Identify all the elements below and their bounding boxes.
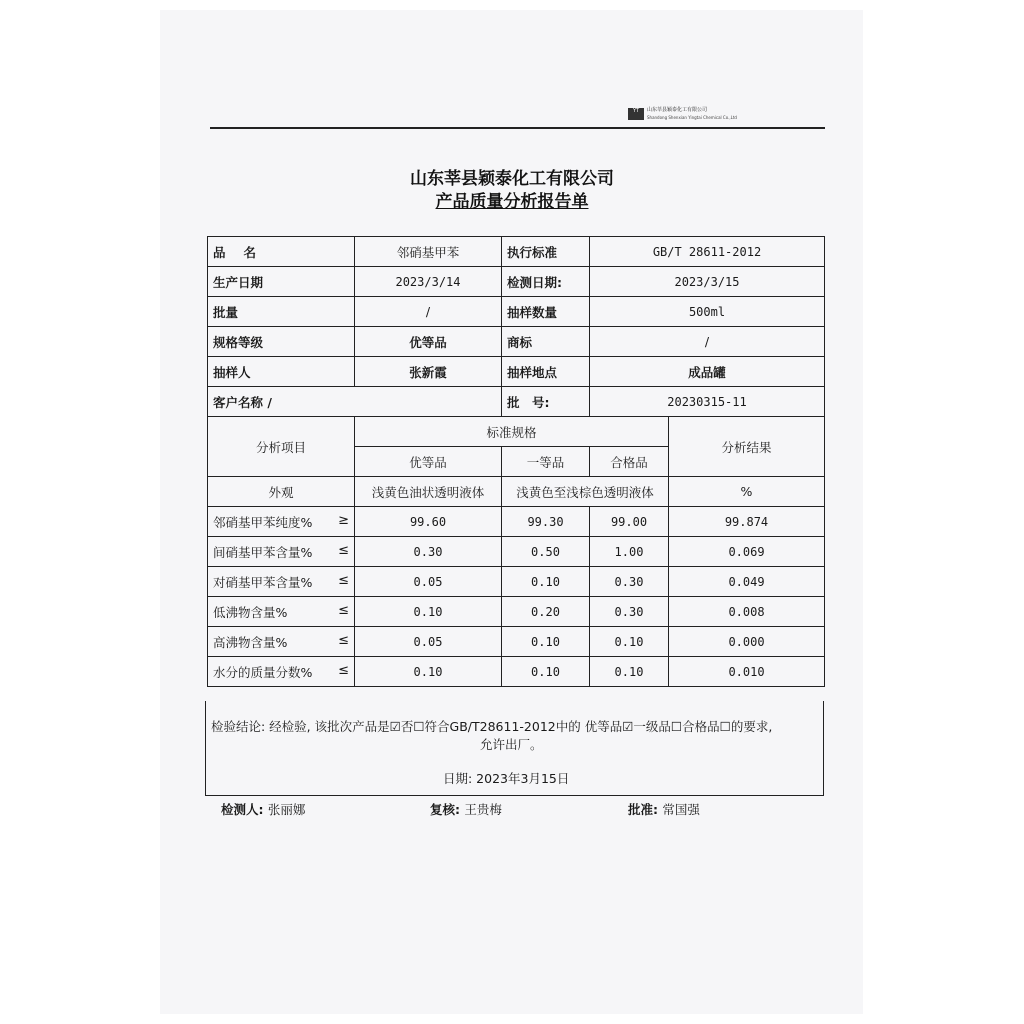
lot-value: 20230315-11 <box>590 387 825 417</box>
spec-qualified: 0.30 <box>590 597 669 627</box>
spec-item: 间硝基甲苯含量% ≤ <box>208 537 355 567</box>
spec-result: 0.000 <box>669 627 825 657</box>
spec-row <box>208 597 825 627</box>
product-value: 邻硝基甲苯 <box>355 237 502 267</box>
info-row <box>208 237 825 267</box>
spec-result: 0.049 <box>669 567 825 597</box>
test-date-value: 2023/3/15 <box>590 267 825 297</box>
batch-label: 批量 <box>208 297 355 327</box>
spec-item: 对硝基甲苯含量% ≤ <box>208 567 355 597</box>
conclusion-text: 检验结论: 经检验, 该批次产品是☑否☐符合GB/T28611-2012中的 优等品☑一级品☐合格品☐的要求, <box>211 719 773 734</box>
spec-result: 0.008 <box>669 597 825 627</box>
spec-header-row <box>208 417 825 447</box>
superior-header: 优等品 <box>355 447 502 477</box>
sample-place-value: 成品罐 <box>590 357 825 387</box>
spec-first: 0.50 <box>502 537 590 567</box>
spec-item: 低沸物含量% ≤ <box>208 597 355 627</box>
approver-signature: 批准: 常国强 <box>628 802 700 817</box>
spec-row <box>208 657 825 687</box>
std-header: 标准规格 <box>355 417 669 447</box>
product-label: 品名 <box>208 237 355 267</box>
spec-row <box>208 567 825 597</box>
logo-name-cn: 山东莘县颖泰化工有限公司 <box>647 107 708 113</box>
tester-signature: 检测人: 张丽娜 <box>221 802 306 817</box>
info-row <box>208 357 825 387</box>
spec-superior: 0.10 <box>355 597 502 627</box>
spec-item: 高沸物含量% ≤ <box>208 627 355 657</box>
info-row <box>208 327 825 357</box>
prod-date-label: 生产日期 <box>208 267 355 297</box>
appearance-row <box>208 477 825 507</box>
spec-superior: 0.30 <box>355 537 502 567</box>
report-table <box>207 236 825 687</box>
info-row <box>208 267 825 297</box>
spec-item: 邻硝基甲苯纯度% ≥ <box>208 507 355 537</box>
spec-superior: 99.60 <box>355 507 502 537</box>
reviewer-signature: 复核: 王贵梅 <box>430 802 502 817</box>
conclusion-date: 日期: 2023年3月15日 <box>443 771 570 786</box>
spec-result: % <box>669 477 825 507</box>
spec-item: 水分的质量分数% ≤ <box>208 657 355 687</box>
spec-row <box>208 537 825 567</box>
result-header: 分析结果 <box>669 417 825 477</box>
item-header: 分析项目 <box>208 417 355 477</box>
spec-qualified: 99.00 <box>590 507 669 537</box>
sampler-value: 张新霞 <box>355 357 502 387</box>
sample-place-label: 抽样地点 <box>502 357 590 387</box>
spec-superior: 0.05 <box>355 567 502 597</box>
spec-row <box>208 627 825 657</box>
grade-label: 规格等级 <box>208 327 355 357</box>
spec-superior: 0.10 <box>355 657 502 687</box>
grade-value: 优等品 <box>355 327 502 357</box>
spec-first: 浅黄色至浅棕色透明液体 <box>502 477 669 507</box>
spec-result: 0.069 <box>669 537 825 567</box>
spec-first: 0.10 <box>502 627 590 657</box>
brand-label: 商标 <box>502 327 590 357</box>
header-rule <box>210 127 825 129</box>
prod-date-value: 2023/3/14 <box>355 267 502 297</box>
spec-superior: 0.05 <box>355 627 502 657</box>
sample-qty-value: 500ml <box>590 297 825 327</box>
spec-qualified: 1.00 <box>590 537 669 567</box>
customer-label: 客户名称 / <box>208 387 502 417</box>
batch-value: / <box>355 297 502 327</box>
spec-first: 0.20 <box>502 597 590 627</box>
sampler-label: 抽样人 <box>208 357 355 387</box>
logo-mark: YT <box>628 108 644 120</box>
test-date-label: 检测日期: <box>502 267 590 297</box>
spec-qualified: 0.10 <box>590 657 669 687</box>
company-logo <box>628 107 737 121</box>
company-title: 山东莘县颖泰化工有限公司 <box>410 169 614 189</box>
qualified-header: 合格品 <box>590 447 669 477</box>
sample-qty-label: 抽样数量 <box>502 297 590 327</box>
brand-value: / <box>590 327 825 357</box>
report-title: 产品质量分析报告单 <box>435 192 589 212</box>
spec-item: 外观 <box>208 477 355 507</box>
standard-value: GB/T 28611-2012 <box>590 237 825 267</box>
first-header: 一等品 <box>502 447 590 477</box>
standard-label: 执行标准 <box>502 237 590 267</box>
info-row <box>208 387 825 417</box>
info-row <box>208 297 825 327</box>
spec-first: 0.10 <box>502 567 590 597</box>
spec-row <box>208 507 825 537</box>
conclusion-box <box>205 701 824 796</box>
conclusion-release: 允许出厂。 <box>480 737 543 752</box>
spec-superior: 浅黄色油状透明液体 <box>355 477 502 507</box>
logo-name-en: Shandong Shenxian Yingtai Chemical Co.,Ltd <box>647 115 737 120</box>
spec-result: 0.010 <box>669 657 825 687</box>
spec-result: 99.874 <box>669 507 825 537</box>
spec-qualified: 0.10 <box>590 627 669 657</box>
spec-qualified: 0.30 <box>590 567 669 597</box>
spec-first: 0.10 <box>502 657 590 687</box>
spec-first: 99.30 <box>502 507 590 537</box>
lot-label: 批 号: <box>502 387 590 417</box>
